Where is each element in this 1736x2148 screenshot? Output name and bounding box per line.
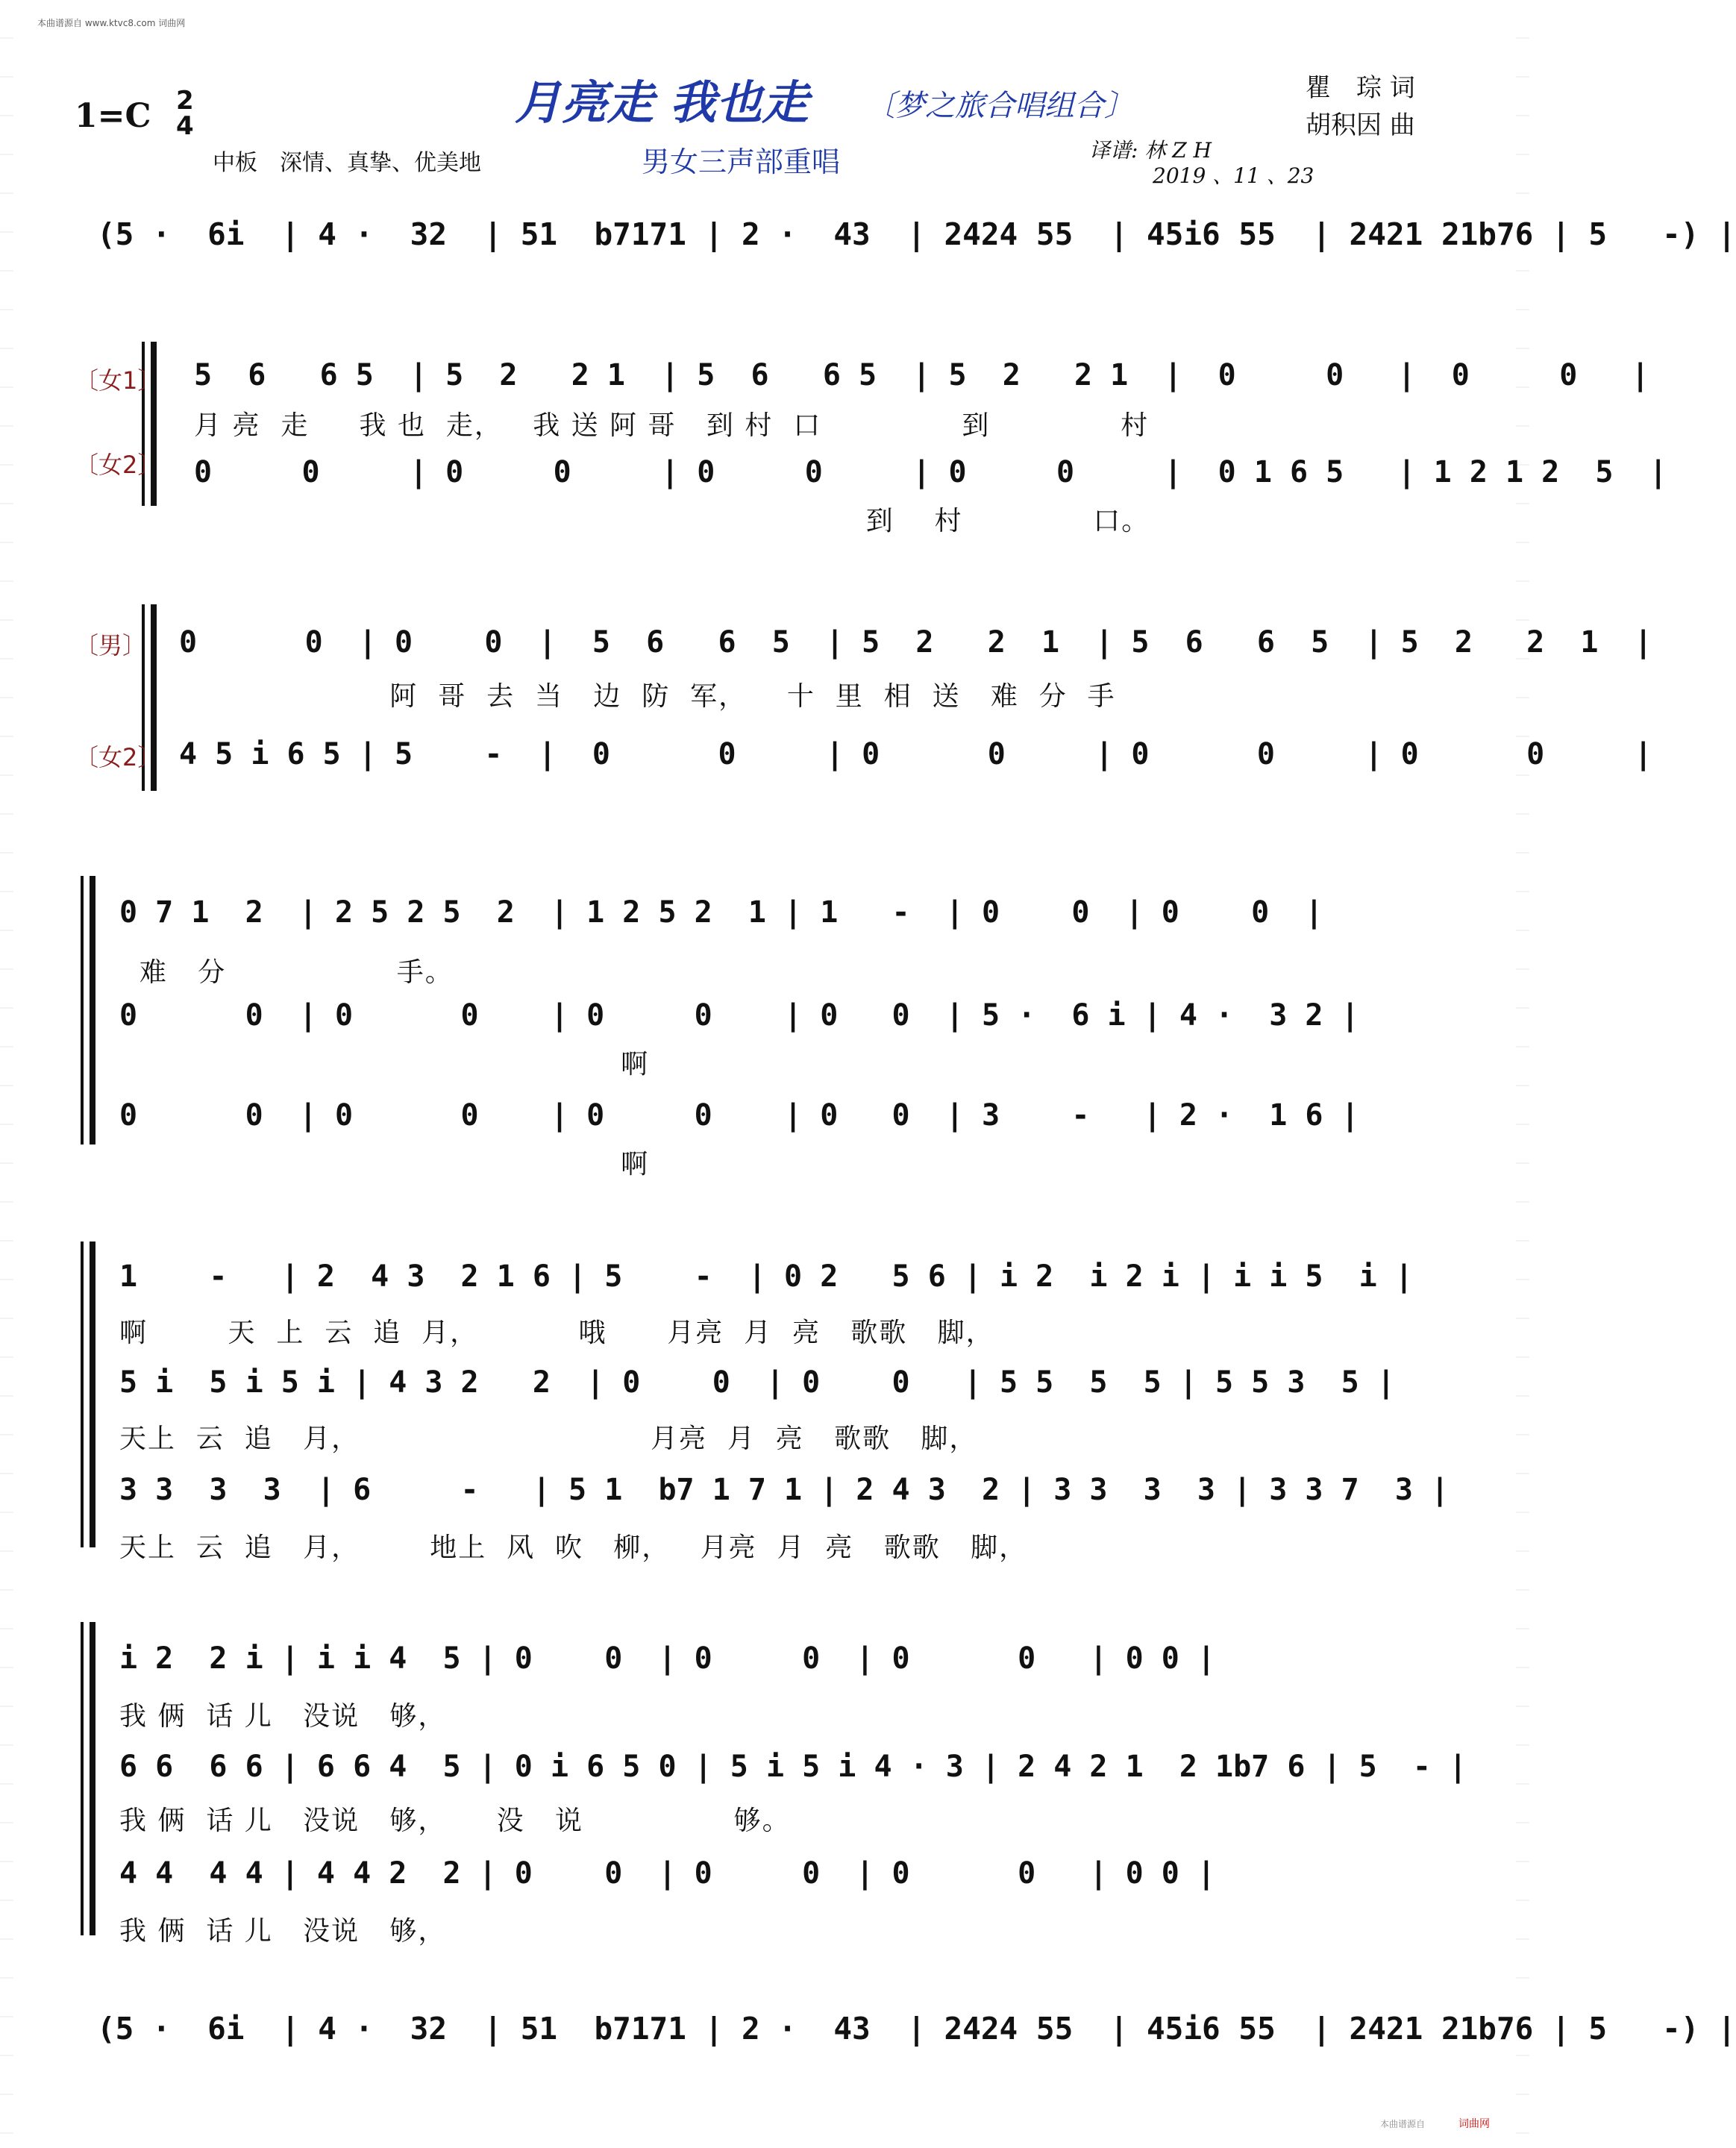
- notes-line: 0 0 | 0 0 | 0 0 | 0 0 | 3 - | 2 · 1 6 |: [119, 1098, 1359, 1133]
- lyrics-line: 天上 云 追 月， 地上 风 吹 柳， 月亮 月 亮 歌歌 脚，: [119, 1532, 1028, 1563]
- time-top: 2: [176, 86, 194, 116]
- system-brace: [81, 1622, 84, 1935]
- system-1: [0, 336, 1667, 536]
- lyrics-line: 我 俩 话 儿 没说 够，: [119, 1916, 447, 1947]
- notes-line: 6 6 6 6 | 6 6 4 5 | 0 i 6 5 0 | 5 i 5 i 4 · 3 | 2 4 2 1 2 1b7 6 | 5 - |: [119, 1750, 1467, 1784]
- lyrics-line: 我 俩 话 儿 没说 够，: [119, 1701, 447, 1732]
- notes-line: 5 i 5 i 5 i | 4 3 2 2 | 0 0 | 0 0 | 5 5 5 5 | 5 5 3 5 |: [119, 1365, 1395, 1400]
- notes-line: 4 5 i 6 5 | 5 - | 0 0 | 0 0 | 0 0 | 0 0 |: [179, 737, 1652, 771]
- system-4: [0, 1239, 1529, 1597]
- lyrics-line: 到 村 口。: [194, 506, 1150, 536]
- system-outro: [0, 2003, 1736, 2063]
- transcription-date: 2019 、11 、23: [1153, 163, 1314, 188]
- notes-line: 3 3 3 3 | 6 - | 5 1 b7 1 7 1 | 2 4 3 2 | 3 3 3 3 | 3 3 7 3 |: [119, 1473, 1450, 1507]
- notes-line: (5 · 6i | 4 · 32 | 51 b7171 | 2 · 43 | 2424 55 | 45i6 55 | 2421 21b76 | 5 -) |: [97, 2011, 1736, 2047]
- notes-line: 1 - | 2 4 3 2 1 6 | 5 - | 0 2 5 6 | i 2 i 2 i | i i 5 i |: [119, 1259, 1413, 1294]
- tempo-marking: 中板 深情、真挚、优美地: [213, 150, 481, 176]
- system-brace: [81, 1241, 84, 1547]
- notes-line: 0 0 | 0 0 | 0 0 | 0 0 | 5 · 6 i | 4 · 3 2 |: [119, 998, 1359, 1033]
- system-intro: [0, 209, 1736, 269]
- system-barline: [90, 876, 95, 1145]
- system-2: [0, 597, 1652, 791]
- lyrics-line: 我 俩 话 儿 没说 够， 没 说 够。: [119, 1806, 791, 1836]
- lyrics-line: 月 亮 走 我 也 走， 我 送 阿 哥 到 村 口 到 村: [194, 410, 1150, 441]
- system-5: [0, 1619, 1529, 1962]
- footer-site: 词曲网: [1458, 2118, 1490, 2130]
- lyrics-line: 啊: [119, 1149, 650, 1180]
- notes-line: (5 · 6i | 4 · 32 | 51 b7171 | 2 · 43 | 2424 55 | 45i6 55 | 2421 21b76 | 5 -) |: [97, 216, 1736, 252]
- notes-line: 0 0 | 0 0 | 0 0 | 0 0 | 0 1 6 5 | 1 2 1 2 5 |: [194, 455, 1667, 489]
- lyrics-line: 啊 天 上 云 追 月， 哦 月亮 月 亮 歌歌 脚，: [119, 1318, 994, 1348]
- part-label-nan: 〔男〕: [75, 631, 147, 660]
- part-label-nv2: 〔女2〕: [75, 451, 162, 479]
- source-watermark: 本曲谱源自 www.ktvc8.com 词曲网: [37, 18, 186, 28]
- system-barline: [90, 1622, 95, 1935]
- time-signature: [176, 88, 194, 139]
- part-label-nv2: 〔女2〕: [75, 743, 162, 771]
- song-title: 月亮走 我也走: [515, 75, 809, 130]
- lyrics-line: 阿 哥 去 当 边 防 军， 十 里 相 送 难 分 手: [179, 681, 1116, 712]
- notes-line: 5 6 6 5 | 5 2 2 1 | 5 6 6 5 | 5 2 2 1 | 0 0 | 0 0 |: [194, 358, 1649, 392]
- system-3: [0, 873, 1529, 1194]
- composer-credit: 胡积因 曲: [1306, 110, 1415, 140]
- system-barline: [90, 1241, 95, 1547]
- footer-source: 本曲谱源自: [1380, 2119, 1426, 2129]
- arrangement-subtitle: 男女三声部重唱: [642, 145, 841, 178]
- performer-label: 〔梦之旅合唱组合〕: [865, 89, 1134, 123]
- system-brace: [81, 876, 84, 1145]
- lyrics-line: 啊: [119, 1049, 650, 1080]
- lyrics-line: 难 分 手。: [119, 957, 454, 988]
- notes-line: 4 4 4 4 | 4 4 2 2 | 0 0 | 0 0 | 0 0 | 0 0 |: [119, 1856, 1216, 1891]
- notes-line: 0 0 | 0 0 | 5 6 6 5 | 5 2 2 1 | 5 6 6 5 | 5 2 2 1 |: [179, 625, 1652, 660]
- key-signature: 1=C: [75, 97, 151, 135]
- notes-line: i 2 2 i | i i 4 5 | 0 0 | 0 0 | 0 0 | 0 0 |: [119, 1641, 1216, 1676]
- notes-line: 0 7 1 2 | 2 5 2 5 2 | 1 2 5 2 1 | 1 - | 0 0 | 0 0 |: [119, 895, 1323, 930]
- part-label-nv1: 〔女1〕: [75, 366, 162, 395]
- lyrics-line: 天上 云 追 月， 月亮 月 亮 歌歌 脚，: [119, 1424, 978, 1454]
- time-bottom: 4: [176, 111, 194, 141]
- transcriber-credit: 译谱: 林 Z H: [1089, 138, 1212, 163]
- lyricist-credit: 瞿 琮 词: [1306, 73, 1415, 103]
